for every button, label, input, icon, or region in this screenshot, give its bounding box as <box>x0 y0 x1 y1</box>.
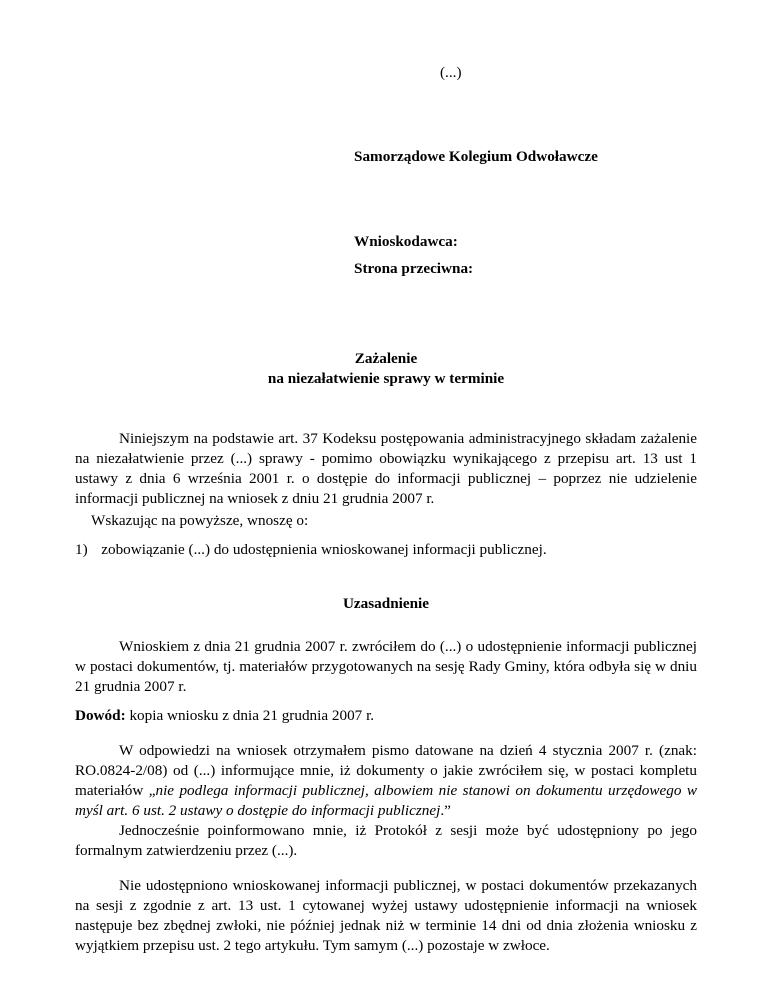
title-line-1: Zażalenie <box>354 350 418 367</box>
applicant-label: Wnioskodawca: <box>354 233 458 250</box>
opposing-party-label: Strona przeciwna: <box>354 260 474 277</box>
justification-paragraph-3: Jednocześnie poinformowano mnie, iż Protokół z sesji może być udostępniony po jego formalnym zatwierdzeniu przez (...). <box>75 822 697 859</box>
request-number: 1) <box>75 541 88 558</box>
document-title <box>75 349 697 389</box>
evidence-text: kopia wniosku z dnia 21 grudnia 2007 r. <box>125 707 375 724</box>
addressee: Samorządowe Kolegium Odwoławcze <box>354 148 598 165</box>
header-ellipsis: (...) <box>440 64 462 81</box>
request-item-text: zobowiązanie (...) do udostępnienia wnioskowanej informacji publicznej. <box>101 541 547 558</box>
paragraph-2-end: .” <box>440 802 451 819</box>
title-line-2: na niezałatwienie sprawy w terminie <box>267 370 505 387</box>
evidence-line <box>75 706 374 726</box>
justification-paragraph-2 <box>75 741 697 821</box>
evidence-label: Dowód: <box>75 707 126 724</box>
justification-paragraph-4: Nie udostępniono wnioskowanej informacji publicznej, w postaci dokumentów przekazanych na sesji z zgodnie z art. 13 ust. 1 cytowanej wyżej ustawy udostępnienie informacji na wniosek następuje bez zbędnej zwłoki, nie później jednak niż w terminie 14 dni od dnia złożenia wniosku z wyjątkiem przepisu ust. 2 tego artykułu. Tym samym (...) pozostaje w zwłoce. <box>75 877 697 954</box>
quoted-statement: nie podlega informacji publicznej, albowiem nie stanowi on dokumentu urzędowego w myśl art. 6 ust. 2 ustawy o dostępie do informacji publicznej <box>75 782 697 819</box>
justification-paragraph-1: Wnioskiem z dnia 21 grudnia 2007 r. zwróciłem do (...) o udostępnienie informacji publicznej w postaci dokumentów, tj. materiałów przygotowanych na sesję Rady Gminy, która odbyła się w dniu 21 grudnia 2007 r. <box>75 638 697 695</box>
request-intro: Wskazując na powyższe, wnoszę o: <box>91 512 309 529</box>
intro-paragraph: Niniejszym na podstawie art. 37 Kodeksu postępowania administracyjnego składam zażalenie na niezałatwienie przez (...) sprawy - pomimo obowiązku wynikającego z przepisu art. 13 ust 1 ustawy z dnia 6 września 2001 r. o dostępie do informacji publicznej – poprzez nie udzielenie informacji publicznej na wniosek z dniu 21 grudnia 2007 r. <box>75 430 697 507</box>
paragraph-2-start: W odpowiedzi na wniosek otrzymałem pismo datowane na dzień 4 stycznia 2007 r. (znak: RO.0824-2/08) od (...) informujące mnie, iż dokumenty o jakie zwróciłem się, w postaci kompletu materiałów „ <box>75 742 697 799</box>
request-list-item <box>75 540 547 560</box>
justification-heading: Uzasadnienie <box>342 595 430 612</box>
